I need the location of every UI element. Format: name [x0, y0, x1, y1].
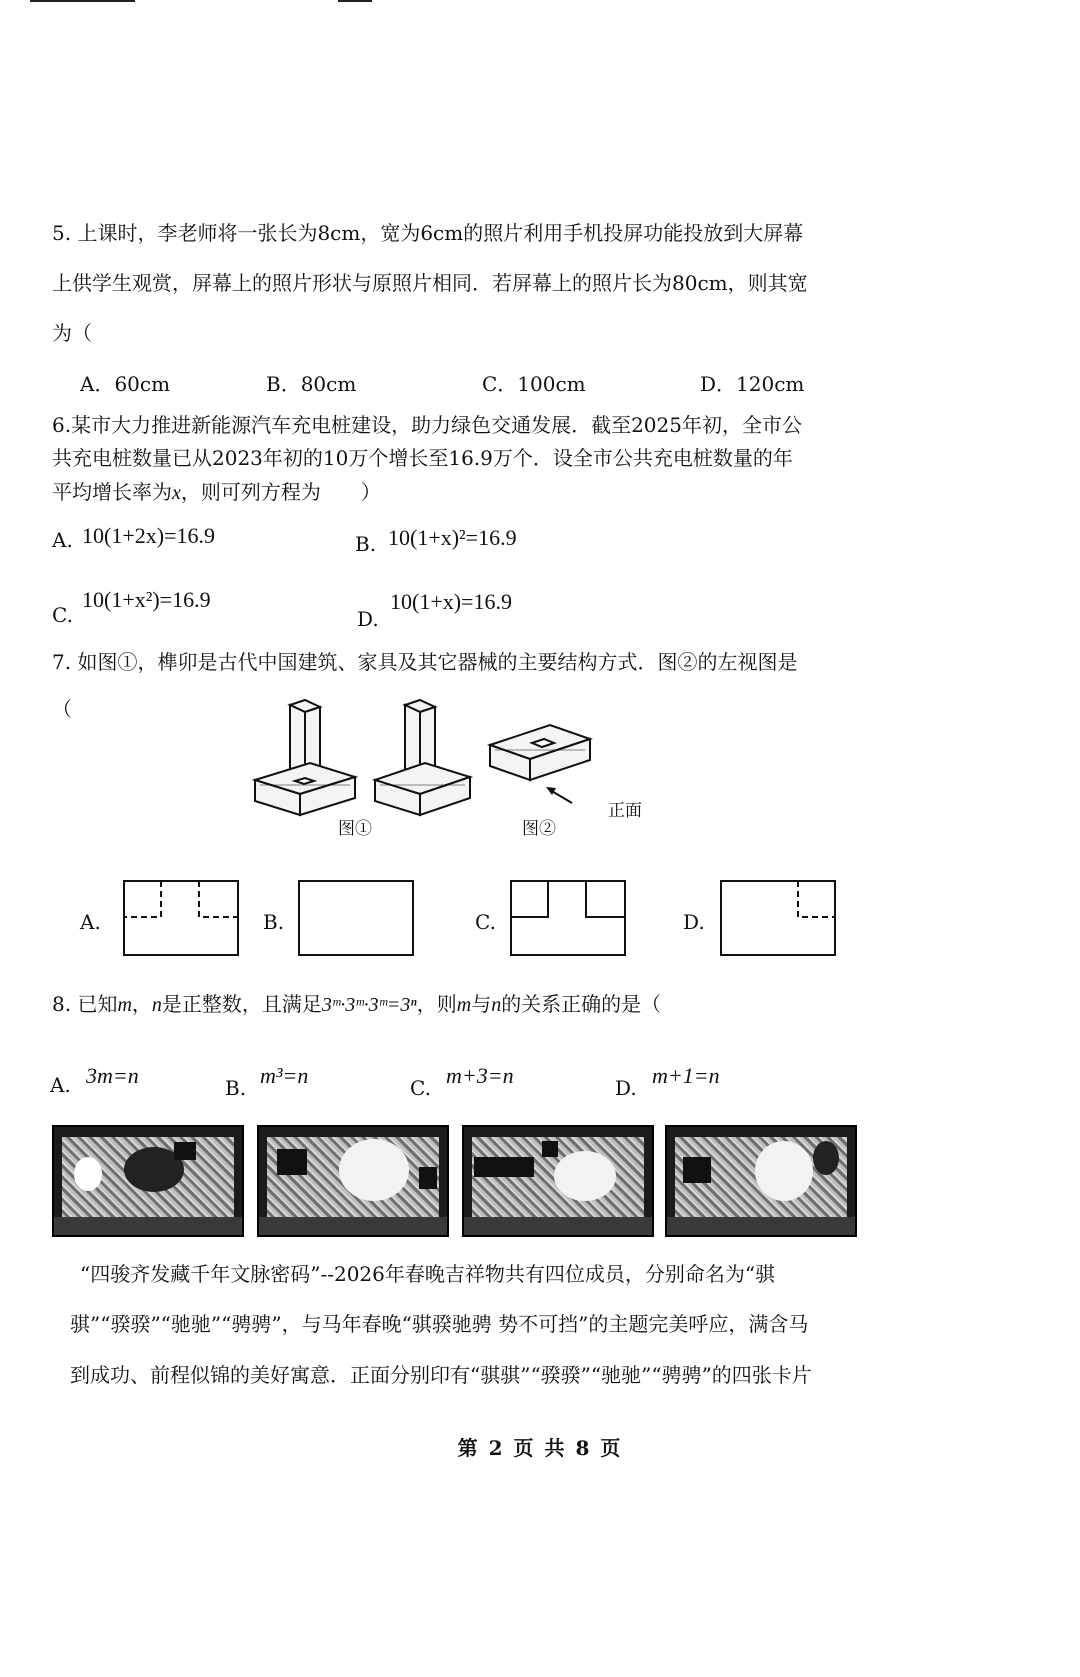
q8-option-c: m+3=n: [446, 1063, 514, 1088]
q8-label-a: A.: [50, 1073, 71, 1097]
q5-option-d: D．120cm: [700, 372, 805, 396]
q8-label-b: B.: [225, 1076, 247, 1100]
q8-text-b: 是正整数，且满足: [161, 992, 322, 1016]
q5-line3: 为（: [52, 321, 92, 345]
q6-equation-a: 10(1+2x)=16.9: [82, 523, 215, 548]
q7-label-c: C.: [475, 910, 496, 934]
q8-text-a: 8. 已知: [52, 992, 118, 1016]
q6-variable-x: x: [172, 482, 181, 504]
q8-separator: ，: [131, 992, 152, 1016]
q5-line1: 5. 上课时，李老师将一张长为8cm，宽为6cm的照片利用手机投屏功能投放到大屏幕: [52, 221, 804, 245]
q8-option-b: m³=n: [260, 1063, 309, 1088]
page-number-footer: 第 2 页 共 8 页: [457, 1436, 623, 1460]
passage-line2: 骐”“骙骙”“驰驰”“骋骋”，与马年春晚“骐骙驰骋 势不可挡”的主题完美呼应，满含马: [70, 1312, 809, 1336]
q6-label-b: B.: [355, 532, 377, 556]
front-label: 正面: [608, 801, 642, 821]
mascot-card-4-image: [665, 1125, 857, 1237]
q7-option-d-view: [720, 880, 836, 956]
q8-text-c: ，则: [416, 992, 457, 1016]
q8-option-d: m+1=n: [652, 1063, 720, 1088]
q8-line1: [52, 992, 661, 1017]
q6-line3: [52, 480, 381, 505]
q7-label-b: B.: [263, 910, 285, 934]
mascot-card-3-image: [462, 1125, 654, 1237]
q6-line1: 6.某市大力推进新能源汽车充电桩建设，助力绿色交通发展．截至2025年初，全市公: [52, 413, 802, 437]
figure-1-caption: 图①: [338, 819, 372, 839]
q7-option-c-view: [510, 880, 626, 956]
q6-label-c: C.: [52, 603, 73, 627]
mascot-card-1-image: [52, 1125, 244, 1237]
q8-text-e: 的关系正确的是（: [501, 992, 662, 1016]
q5-option-c: C．100cm: [482, 372, 586, 396]
q8-variable-n: n: [151, 994, 162, 1016]
q8-variable-m-2: m: [456, 994, 472, 1016]
q7-option-a-view: [123, 880, 239, 956]
q6-label-d: D.: [357, 607, 379, 631]
q7-line1: 7. 如图①，榫卯是古代中国建筑、家具及其它器械的主要结构方式．图②的左视图是: [52, 650, 798, 674]
top-rule-mid: [338, 0, 372, 2]
q7-option-b-view: [298, 880, 414, 956]
q8-equation: 3ᵐ·3ᵐ·3ᵐ=3ⁿ: [321, 994, 417, 1016]
q5-option-a: A．60cm: [80, 372, 171, 396]
q8-text-d: 与: [471, 992, 492, 1016]
q6-equation-b: 10(1+x)²=16.9: [388, 525, 517, 550]
q8-variable-m: m: [117, 994, 132, 1016]
passage-line3: 到成功、前程似锦的美好寓意．正面分别印有“骐骐”“骙骙”“驰驰”“骋骋”的四张卡片: [70, 1363, 812, 1387]
q8-label-d: D.: [615, 1076, 637, 1100]
q5-option-b: B．80cm: [266, 372, 357, 396]
figure-1-mortise-tenon-drawing: [250, 695, 630, 835]
mascot-card-2-image: [257, 1125, 449, 1237]
top-rule-left: [30, 0, 135, 2]
q7-line2: （: [52, 697, 72, 721]
figure-2-caption: 图②: [522, 819, 556, 839]
passage-line1: “四骏齐发藏千年文脉密码”--2026年春晚吉祥物共有四位成员，分别命名为“骐: [80, 1262, 776, 1286]
q5-line2: 上供学生观赏，屏幕上的照片形状与原照片相同．若屏幕上的照片长为80cm，则其宽: [52, 271, 808, 295]
q8-label-c: C.: [410, 1076, 431, 1100]
q6-line2: 共充电桩数量已从2023年初的10万个增长至16.9万个．设全市公共充电桩数量的年: [52, 446, 793, 470]
q7-label-a: A.: [80, 910, 101, 934]
q6-line3-text-b: ，则可列方程为 ）: [180, 480, 381, 504]
q6-equation-c: 10(1+x²)=16.9: [82, 587, 211, 612]
q7-label-d: D.: [683, 910, 705, 934]
q8-variable-n-2: n: [491, 994, 502, 1016]
q6-equation-d: 10(1+x)=16.9: [390, 589, 512, 614]
q6-line3-text-a: 平均增长率为: [52, 480, 172, 504]
q6-label-a: A.: [52, 528, 73, 552]
q8-option-a: 3m=n: [86, 1063, 139, 1088]
